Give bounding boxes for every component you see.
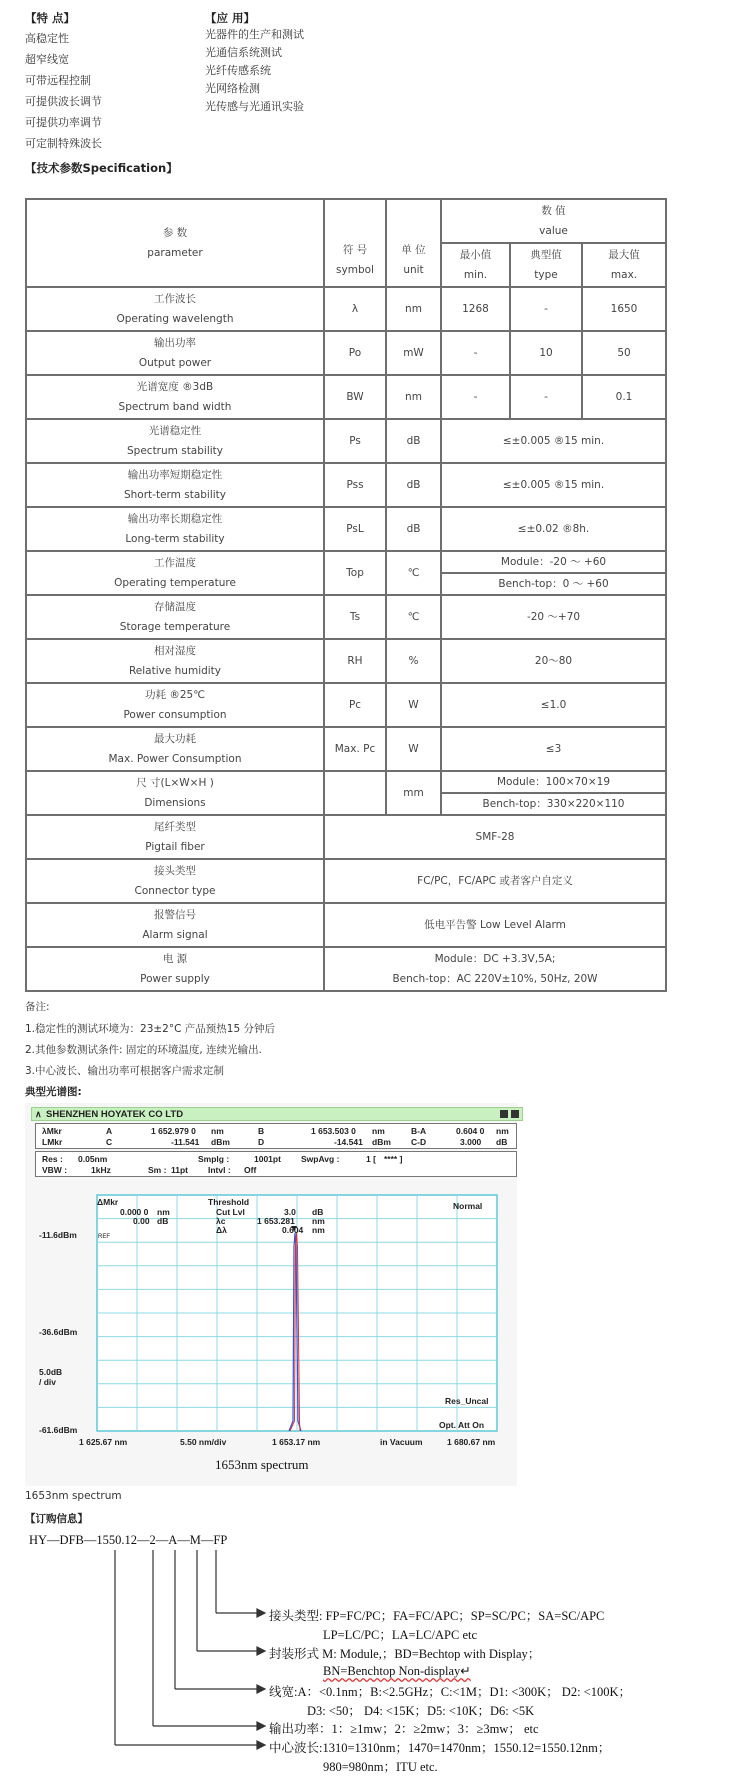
osa-r2: C-D — [411, 1137, 427, 1147]
param-cell: 尺 寸(L×W×H ) Dimensions — [26, 771, 324, 815]
y-axis-label: / div — [39, 1377, 57, 1387]
value-cell: ≤±0.005 ®15 min. — [441, 419, 666, 463]
osa-r4: Intvl : — [208, 1165, 231, 1175]
spec-title: 【技术参数Specification】 — [25, 161, 178, 175]
unit-cell: W — [386, 683, 441, 727]
spec-row — [26, 903, 666, 947]
header-min: 最小值 min. — [441, 243, 510, 287]
x-axis-label: 1 625.67 nm — [79, 1437, 128, 1447]
notes-title: 备注: — [25, 1001, 50, 1013]
osa-title-bar — [31, 1107, 523, 1121]
value-cell: -20 ～+70 — [441, 595, 666, 639]
min-cell: 1268 — [441, 287, 510, 331]
osa-inner: nm — [312, 1225, 325, 1235]
feature-item: 可提供功率调节 — [25, 116, 102, 129]
spec-row — [26, 331, 666, 375]
osa-inner: 0.000 0 — [120, 1207, 149, 1217]
unit-cell: nm — [386, 375, 441, 419]
param-cell: 相对湿度 Relative humidity — [26, 639, 324, 683]
feature-item: 高稳定性 — [25, 32, 69, 45]
osa-inner: λc — [216, 1216, 226, 1226]
param-cell: 光谱宽度 ®3dB Spectrum band width — [26, 375, 324, 419]
osa-inner: Cut Lvl — [216, 1207, 245, 1217]
unit-cell: dB — [386, 419, 441, 463]
unit-cell: ℃ — [386, 595, 441, 639]
param-cell: 报警信号 Alarm signal — [26, 903, 324, 947]
osa-r2: dBm — [211, 1137, 230, 1147]
application-item: 光纤传感系统 — [205, 64, 271, 77]
spectrum-image — [25, 1103, 517, 1486]
symbol-cell: Ts — [324, 595, 386, 639]
osa-r2: -11.541 — [171, 1137, 200, 1147]
osa-inner: Res_Uncal — [445, 1396, 489, 1406]
close-icon — [511, 1110, 519, 1118]
param-cell: 输出功率 Output power — [26, 331, 324, 375]
symbol-cell: λ — [324, 287, 386, 331]
x-axis-label: 5.50 nm/div — [180, 1437, 227, 1447]
osa-inner: Opt. Att On — [439, 1420, 485, 1430]
header-type: 典型值 type — [510, 243, 582, 287]
spec-row — [26, 463, 666, 507]
max-cell: 1650 — [582, 287, 666, 331]
value-cell: 20～80 — [441, 639, 666, 683]
osa-r4: 11pt — [171, 1165, 189, 1175]
param-cell: 存储温度 Storage temperature — [26, 595, 324, 639]
osa-inner: ΔMkr — [97, 1197, 119, 1207]
osa-r2: 3.000 — [460, 1137, 482, 1147]
osa-r1: nm — [372, 1126, 385, 1136]
spec-row — [26, 375, 666, 419]
osa-r3: Res : — [42, 1154, 63, 1164]
y-axis-label: -11.6dBm — [39, 1230, 77, 1240]
osa-r1: nm — [211, 1126, 224, 1136]
features-list — [25, 28, 102, 154]
osa-r1: nm — [496, 1126, 509, 1136]
typ-cell: 10 — [510, 331, 582, 375]
header-max: 最大值 max. — [582, 243, 666, 287]
osa-company: SHENZHEN HOYATEK CO LTD — [46, 1109, 184, 1120]
osa-inner: Threshold — [208, 1197, 250, 1207]
spectrum-caption: 1653nm spectrum — [25, 1490, 122, 1502]
value-cell: ≤3 — [441, 727, 666, 771]
application-item: 光通信系统测试 — [205, 46, 282, 59]
minimize-icon — [500, 1110, 508, 1118]
param-cell: 光谱稳定性 Spectrum stability — [26, 419, 324, 463]
osa-r1: 0.604 0 — [456, 1126, 485, 1136]
osa-marker-panel — [35, 1123, 517, 1149]
arrow-icon — [257, 1741, 265, 1749]
typ-cell: - — [510, 375, 582, 419]
osa-r2: D — [258, 1137, 265, 1147]
value-cell: Module：-20 ～ +60 — [441, 551, 666, 573]
max-cell: 0.1 — [582, 375, 666, 419]
osa-r4: VBW : — [42, 1165, 68, 1175]
osa-inner: 0.604 — [282, 1225, 304, 1235]
symbol-cell: PsL — [324, 507, 386, 551]
osa-r1: λMkr — [42, 1126, 62, 1136]
osa-r1: 1 652.979 0 — [151, 1126, 196, 1136]
osa-inner: dB — [157, 1216, 169, 1226]
param-cell: 输出功率长期稳定性 Long-term stability — [26, 507, 324, 551]
header-symbol: 符 号 symbol — [324, 199, 386, 287]
order-package-2: BN=Benchtop Non-display↵ — [323, 1664, 471, 1678]
x-axis-label: 1 680.67 nm — [447, 1437, 496, 1447]
feature-item: 可定制特殊波长 — [25, 137, 102, 150]
value-cell: Bench-top：330×220×110 — [441, 793, 666, 815]
symbol-cell: Max. Pc — [324, 727, 386, 771]
osa-r3: Smplg : — [198, 1154, 230, 1164]
applications-list — [205, 26, 304, 116]
value-cell: ≤±0.02 ®8h. — [441, 507, 666, 551]
arrow-icon — [257, 1722, 265, 1730]
symbol-cell: Pss — [324, 463, 386, 507]
osa-r3: SwpAvg : — [301, 1154, 340, 1164]
osa-caption: 1653nm spectrum — [215, 1457, 309, 1472]
spectrum-title: 典型光谱图: — [25, 1086, 82, 1098]
osa-logo-icon: ∧ — [35, 1109, 42, 1119]
param-cell: 最大功耗 Max. Power Consumption — [26, 727, 324, 771]
value-cell: ≤±0.005 ®15 min. — [441, 463, 666, 507]
osa-inner: nm — [312, 1216, 325, 1226]
y-axis-label: -36.6dBm — [39, 1327, 78, 1337]
max-cell: 50 — [582, 331, 666, 375]
unit-cell: % — [386, 639, 441, 683]
order-title: 【订购信息】 — [25, 1513, 88, 1525]
symbol-cell: RH — [324, 639, 386, 683]
arrow-icon — [257, 1609, 265, 1617]
value-cell: 低电平告警 Low Level Alarm — [324, 903, 666, 947]
order-diagram — [25, 1530, 631, 1778]
order-connector-type-2: LP=LC/PC；LA=LC/APC etc — [323, 1628, 478, 1642]
unit-cell: dB — [386, 507, 441, 551]
symbol-cell: BW — [324, 375, 386, 419]
value-cell: SMF-28 — [324, 815, 666, 859]
spec-table — [25, 198, 667, 992]
unit-cell: nm — [386, 287, 441, 331]
note-item: 3.中心波长、输出功率可根据客户需求定制 — [25, 1065, 225, 1077]
note-item: 1.稳定性的测试环境为：23±2°C 产品预热15 分钟后 — [25, 1023, 275, 1035]
typ-cell: - — [510, 287, 582, 331]
order-power: 输出功率：1：≥1mw；2：≥2mw；3：≥3mw； etc — [269, 1722, 539, 1736]
osa-inner: 0.00 — [133, 1216, 150, 1226]
min-cell: - — [441, 375, 510, 419]
param-cell: 工作温度 Operating temperature — [26, 551, 324, 595]
order-linewidth: 线宽:A：<0.1nm；B:<2.5GHz；C:<1M；D1: <300K； D2: <100K； — [269, 1685, 631, 1699]
unit-cell: W — [386, 727, 441, 771]
feature-item: 可带远程控制 — [25, 74, 91, 87]
osa-r4: 1kHz — [91, 1165, 111, 1175]
value-cell: FC/PC，FC/APC 或者客户自定义 — [324, 859, 666, 903]
param-cell: 输出功率短期稳定性 Short-term stability — [26, 463, 324, 507]
order-code: HY—DFB—1550.12—2—A—M—FP — [29, 1533, 228, 1547]
min-cell: - — [441, 331, 510, 375]
application-item: 光传感与光通讯实验 — [205, 100, 304, 113]
osa-inner: 1 653.281 — [257, 1216, 295, 1226]
y-axis-label: 5.0dB — [39, 1367, 63, 1377]
symbol-cell: Top — [324, 551, 386, 595]
spec-row — [26, 639, 666, 683]
y-axis-label: -61.6dBm — [39, 1425, 78, 1435]
symbol-cell: Pc — [324, 683, 386, 727]
osa-r2: -14.541 — [334, 1137, 363, 1147]
osa-inner: dB — [312, 1207, 324, 1217]
osa-inner: Δλ — [216, 1225, 227, 1235]
order-package: 封装形式 M: Module,；BD=Bechtop with Display； — [269, 1647, 541, 1661]
value-cell: ≤1.0 — [441, 683, 666, 727]
param-cell: 工作波长 Operating wavelength — [26, 287, 324, 331]
spec-row — [26, 815, 666, 859]
spec-row — [26, 859, 666, 903]
feature-item: 可提供波长调节 — [25, 95, 102, 108]
unit-cell: ℃ — [386, 551, 441, 595]
header-parameter: 参 数 parameter — [26, 199, 324, 287]
arrow-icon — [257, 1685, 265, 1693]
x-axis-label: 1 653.17 nm — [272, 1437, 321, 1447]
osa-r1: B — [258, 1126, 265, 1136]
osa-r1: A — [106, 1126, 113, 1136]
osa-r3: 0.05nm — [78, 1154, 108, 1164]
osa-r3: 1 [ — [366, 1154, 376, 1164]
osa-inner: REF — [98, 1234, 110, 1240]
unit-cell: dB — [386, 463, 441, 507]
header-unit: 单 位 unit — [386, 199, 441, 287]
unit-cell: mW — [386, 331, 441, 375]
param-cell: 接头类型 Connector type — [26, 859, 324, 903]
spec-row — [26, 419, 666, 463]
spec-row — [26, 947, 666, 991]
osa-r2: dB — [496, 1137, 508, 1147]
application-item: 光网络检测 — [205, 82, 260, 95]
param-cell: 功耗 ®25℃ Power consumption — [26, 683, 324, 727]
value-cell: Bench-top：0 ～ +60 — [441, 573, 666, 595]
symbol-cell: Ps — [324, 419, 386, 463]
osa-r4: Sm : — [148, 1165, 167, 1175]
note-item: 2.其他参数测试条件: 固定的环境温度, 连续光输出. — [25, 1044, 262, 1056]
order-connector-type: 接头类型: FP=FC/PC；FA=FC/APC；SP=SC/PC；SA=SC/APC — [269, 1609, 605, 1623]
spec-row — [26, 771, 666, 793]
order-wavelength-2: 980=980nm；ITU etc. — [323, 1760, 438, 1774]
applications-title: 【应 用】 — [205, 11, 256, 25]
unit-cell: mm — [386, 771, 441, 815]
osa-inner: nm — [157, 1207, 170, 1217]
param-cell: 电 源 Power supply — [26, 947, 324, 991]
value-cell: Module：100×70×19 — [441, 771, 666, 793]
order-linewidth-2: D3: <50； D4: <15K；D5: <10K；D6: <5K — [307, 1704, 535, 1718]
symbol-cell — [324, 771, 386, 815]
osa-r4: Off — [244, 1165, 257, 1175]
osa-r3: **** ] — [384, 1154, 403, 1164]
osa-r2: C — [106, 1137, 113, 1147]
spec-row — [26, 595, 666, 639]
order-wavelength: 中心波长:1310=1310nm；1470=1470nm；1550.12=1550.12nm； — [269, 1741, 611, 1755]
osa-inner: Normal — [453, 1201, 483, 1211]
param-cell: 尾纤类型 Pigtail fiber — [26, 815, 324, 859]
osa-r2: LMkr — [42, 1137, 63, 1147]
osa-r3: 1001pt — [254, 1154, 281, 1164]
feature-item: 超窄线宽 — [25, 53, 69, 66]
osa-settings-panel — [35, 1151, 517, 1177]
arrow-icon — [257, 1647, 265, 1655]
value-cell: Module：DC +3.3V,5A; Bench-top：AC 220V±10%, 50Hz, 20W — [324, 947, 666, 991]
spec-row — [26, 507, 666, 551]
spec-row — [26, 551, 666, 573]
features-title: 【特 点】 — [25, 11, 76, 25]
osa-r2: dBm — [372, 1137, 391, 1147]
osa-r1: B-A — [411, 1126, 427, 1136]
application-item: 光器件的生产和测试 — [205, 28, 304, 41]
symbol-cell: Po — [324, 331, 386, 375]
osa-inner: 3.0 — [284, 1207, 296, 1217]
header-value: 数 值 value — [441, 199, 666, 243]
spec-row — [26, 727, 666, 771]
spec-row — [26, 287, 666, 331]
x-axis-label: in Vacuum — [380, 1437, 423, 1447]
osa-r1: 1 653.503 0 — [311, 1126, 356, 1136]
spec-row — [26, 683, 666, 727]
